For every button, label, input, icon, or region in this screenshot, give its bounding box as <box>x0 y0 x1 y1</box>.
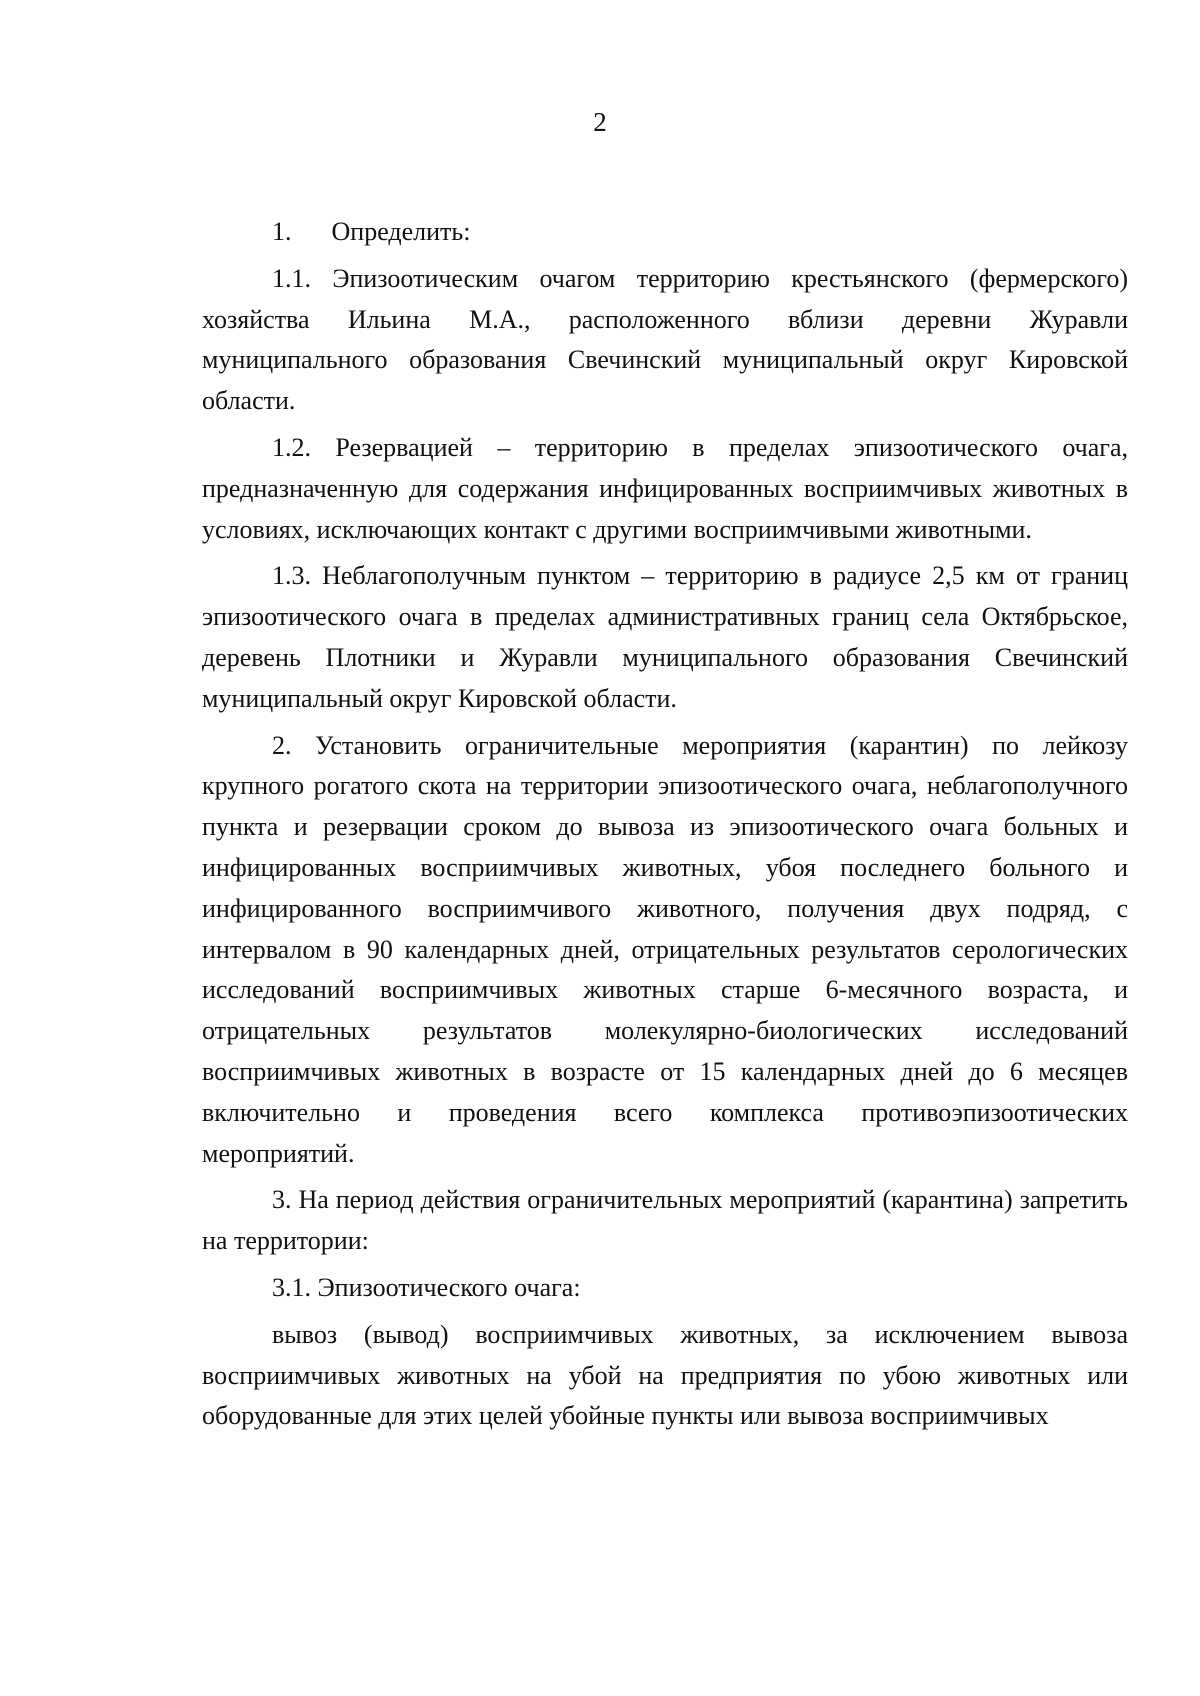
paragraph-1-2: 1.2. Резервацией – территорию в пределах эпизоотического очага, предназначенную для содержания инфицированных восприимчивых животных в условиях, исключающих контакт с другими восприимчивыми животными. <box>202 432 1128 544</box>
paragraph-1-1: 1.1. Эпизоотическим очагом территорию крестьянского (фермерского) хозяйства Ильина М.А., расположенного вблизи деревни Журавли муниципального образования Свечинский муниципальный округ Кировской области. <box>202 263 1128 416</box>
paragraph-3-1: 3.1. Эпизоотического очага: <box>272 1272 581 1302</box>
paragraph-1-3: 1.3. Неблагополучным пунктом – территорию в радиусе 2,5 км от границ эпизоотического очага в пределах административных границ села Октябрьское, деревень Плотники и Журавли муниципального образования Свечинский муниципальный округ Кировской области. <box>202 561 1128 713</box>
paragraph-3: 3. На период действия ограничительных мероприятий (карантина) запретить на территории: <box>202 1185 1128 1256</box>
section-1-heading <box>202 212 1128 253</box>
section-1-number: 1. <box>272 217 292 246</box>
page-number: 2 <box>593 107 607 137</box>
paragraph-2: 2. Установить ограничительные мероприятия (карантин) по лейкозу крупного рогатого скота на территории эпизоотического очага, неблагополучного пункта и резервации сроком до вывоза из эпизоотического очага больных и инфицированных восприимчивых животных, убоя последнего больного и инфицированного восприимчивого животного, получения двух подряд, с интервалом в 90 календарных дней, отрицательных результатов серологических исследований восприимчивых животных старше 6-месячного возраста, и отрицательных результатов молекулярно-биологических исследований восприимчивых животных в возрасте от 15 календарных дней до 6 месяцев включительно и проведения всего комплекса противоэпизоотических мероприятий. <box>202 730 1128 1168</box>
section-1-title: Определить: <box>331 217 471 246</box>
document-body <box>202 212 1128 1437</box>
paragraph-3-1-continuation: вывоз (вывод) восприимчивых животных, за исключением вывоза восприимчивых животных на убой на предприятия по убою животных или оборудованные для этих целей убойные пункты или вывоза восприимчивых <box>202 1319 1128 1431</box>
